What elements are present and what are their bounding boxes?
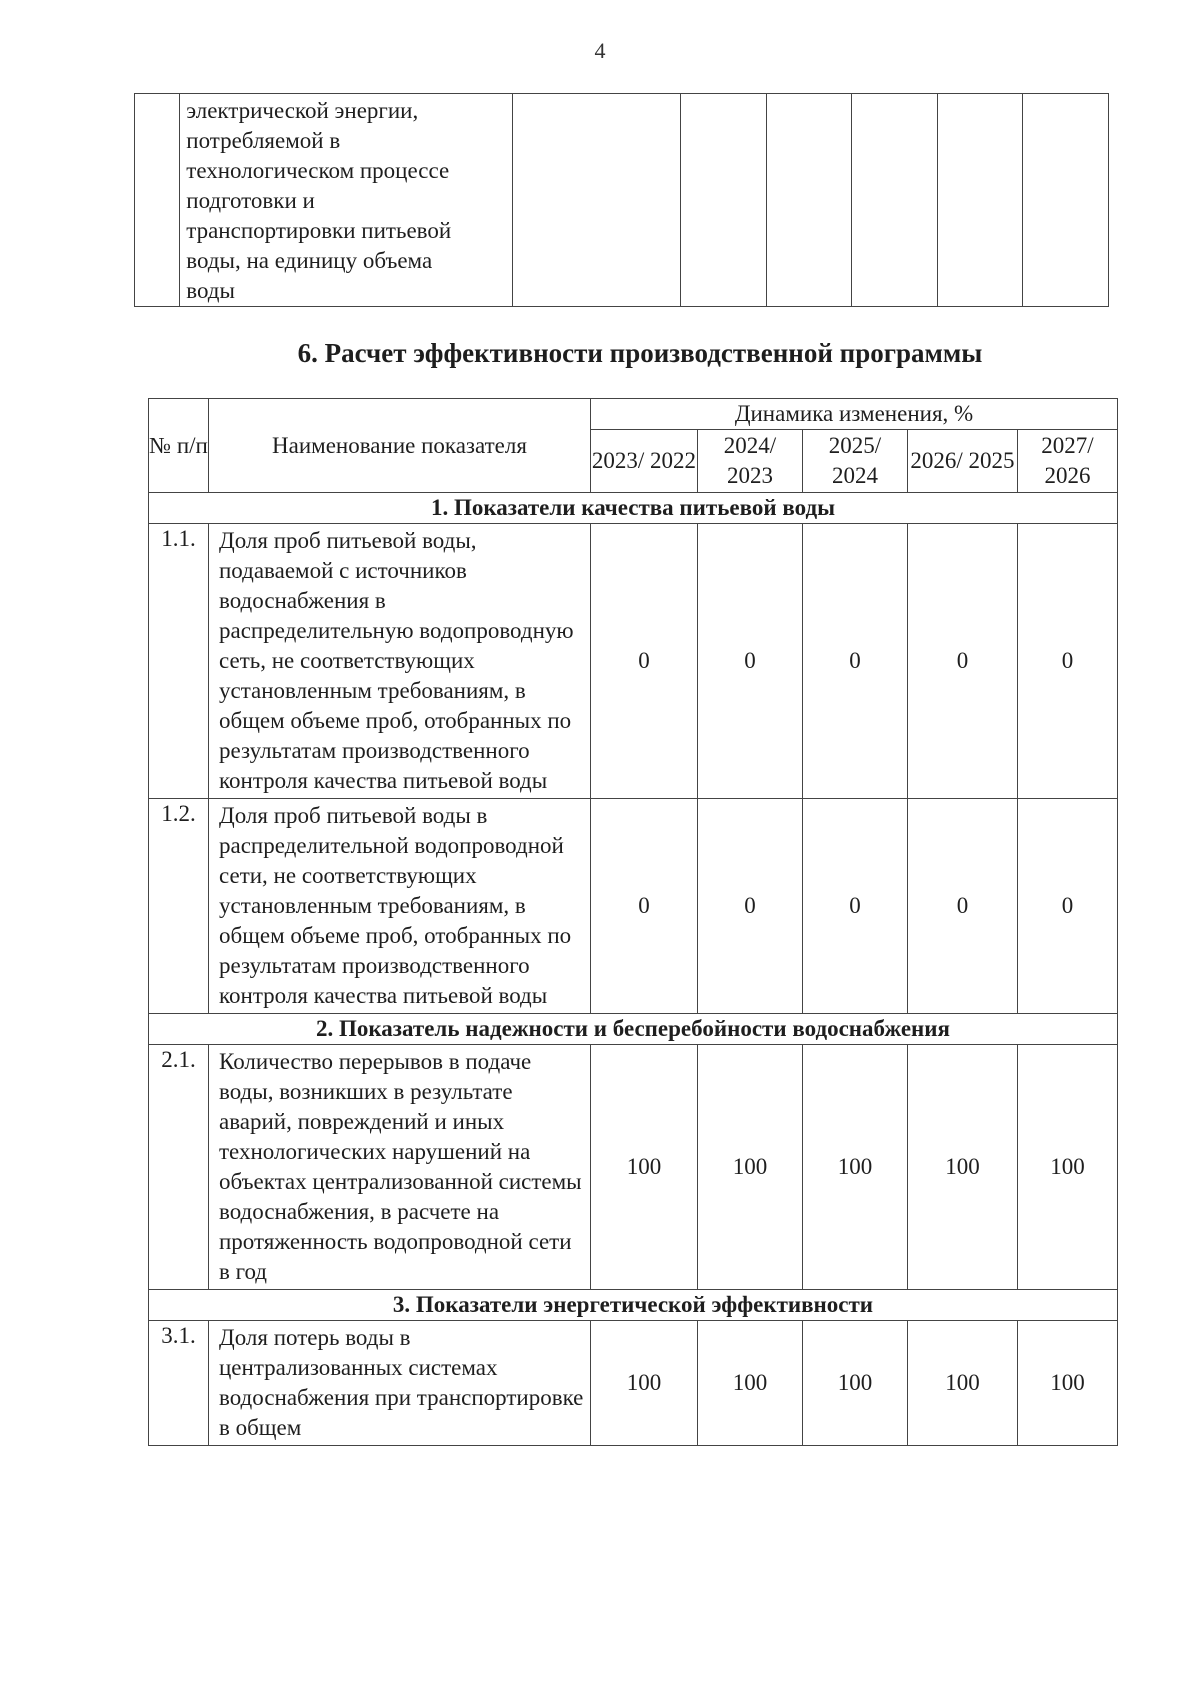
row-value: 0 [803, 524, 908, 799]
row-value: 0 [803, 799, 908, 1014]
text-line: электрической энергии, [186, 98, 419, 123]
row-value: 0 [1018, 524, 1118, 799]
text-line: технологическом процессе [186, 158, 450, 183]
row-name: Количество перерывов в подаче воды, возникших в результате аварий, повреждений и иных технологических нарушений на объектах централизованной системы водоснабжения, в расчете на протяженность водопроводной сети в год [209, 1045, 591, 1290]
row-value: 100 [908, 1321, 1018, 1446]
table-cell [513, 94, 681, 307]
header-dynamics: Динамика изменения, % [591, 399, 1118, 430]
row-value: 0 [591, 524, 698, 799]
row-value: 100 [1018, 1045, 1118, 1290]
section-heading: 1. Показатели качества питьевой воды [149, 493, 1118, 524]
row-value: 100 [1018, 1321, 1118, 1446]
row-num: 2.1. [149, 1045, 209, 1290]
row-value: 100 [591, 1045, 698, 1290]
text-line: воды, на единицу объема [186, 248, 433, 273]
table-cell [937, 94, 1023, 307]
table-cell [766, 94, 852, 307]
table-row [135, 94, 1109, 307]
row-value: 0 [591, 799, 698, 1014]
row-value: 0 [1018, 799, 1118, 1014]
row-value: 100 [591, 1321, 698, 1446]
row-name: Доля проб питьевой воды, подаваемой с источников водоснабжения в распределительную водопроводную сеть, не соответствующих установленным требованиям, в общем объеме проб, отобранных по результатам производственного контроля качества питьевой воды [209, 524, 591, 799]
row-value: 0 [698, 799, 803, 1014]
row-value: 100 [698, 1045, 803, 1290]
table-row [149, 799, 1118, 1014]
section-row [149, 493, 1118, 524]
table-row [149, 1321, 1118, 1446]
section-row [149, 1290, 1118, 1321]
continuation-table [134, 93, 1109, 307]
section-title: 6. Расчет эффективности производственной программы [297, 338, 983, 368]
table-row [149, 1045, 1118, 1290]
row-value: 0 [908, 524, 1018, 799]
text-line: транспортировки питьевой [186, 218, 452, 243]
row-num: 3.1. [149, 1321, 209, 1446]
row-num: 1.2. [149, 799, 209, 1014]
table-cell [852, 94, 938, 307]
row-value: 100 [698, 1321, 803, 1446]
header-year: 2023/ 2022 [591, 430, 698, 493]
row-value: 0 [908, 799, 1018, 1014]
row-num: 1.1. [149, 524, 209, 799]
header-year: 2025/ 2024 [803, 430, 908, 493]
section-heading: 3. Показатели энергетической эффективности [149, 1290, 1118, 1321]
header-year: 2024/ 2023 [698, 430, 803, 493]
efficiency-table [148, 398, 1118, 1446]
section-row [149, 1014, 1118, 1045]
row-value: 0 [698, 524, 803, 799]
header-name: Наименование показателя [209, 399, 591, 493]
text-line: потребляемой в [186, 128, 341, 153]
header-year: 2027/ 2026 [1018, 430, 1118, 493]
header-num: № п/п [149, 399, 209, 493]
row-value: 100 [803, 1045, 908, 1290]
text-line: воды [186, 278, 235, 303]
row-name: Доля проб питьевой воды в распределительной водопроводной сети, не соответствующих установленным требованиям, в общем объеме проб, отобранных по результатам производственного контроля качества питьевой воды [209, 799, 591, 1014]
table-cell [681, 94, 767, 307]
table-cell [1023, 94, 1109, 307]
row-name: Доля потерь воды в централизованных системах водоснабжения при транспортировке в общем [209, 1321, 591, 1446]
text-line: подготовки и [186, 188, 315, 213]
header-row [149, 399, 1118, 430]
row-value: 100 [803, 1321, 908, 1446]
table-row [149, 524, 1118, 799]
header-year: 2026/ 2025 [908, 430, 1018, 493]
table-cell [135, 94, 180, 307]
section-heading: 2. Показатель надежности и бесперебойности водоснабжения [149, 1014, 1118, 1045]
table-cell [180, 94, 513, 307]
row-value: 100 [908, 1045, 1018, 1290]
page-number: 4 [594, 38, 606, 63]
